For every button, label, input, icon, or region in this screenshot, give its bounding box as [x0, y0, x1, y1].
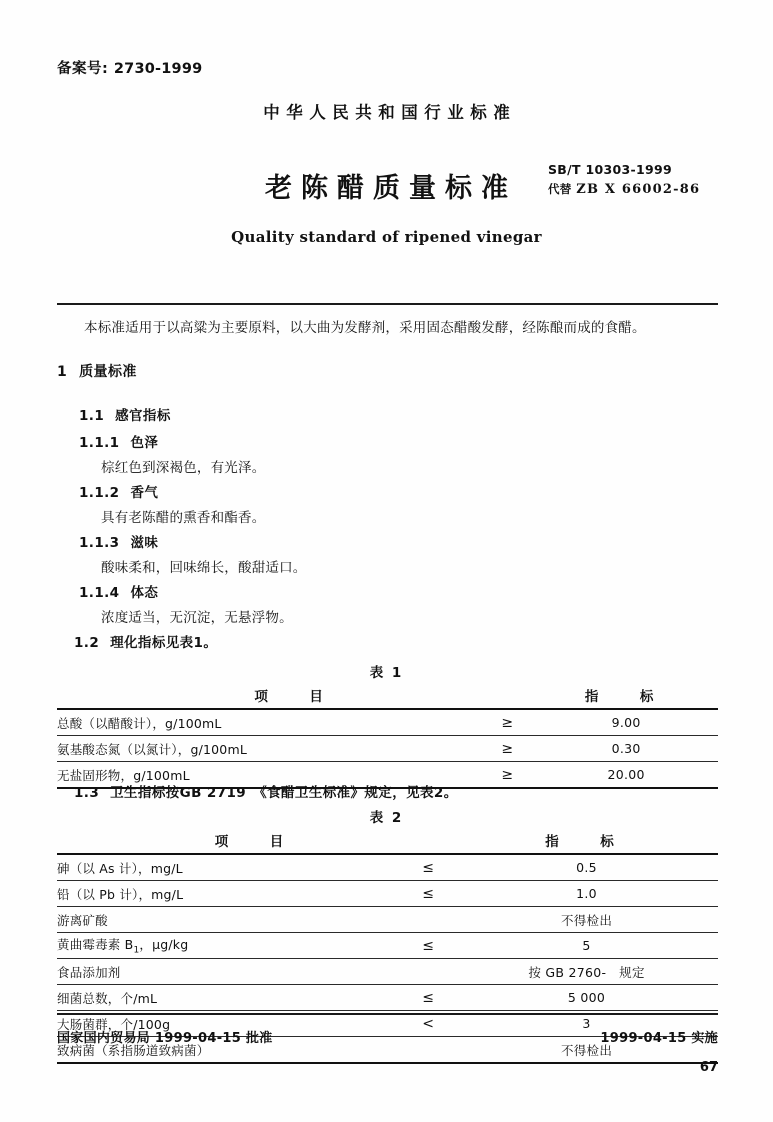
standard-code-block: [548, 160, 700, 201]
table-1-col-item: 项 目: [254, 689, 337, 705]
table-cell-value: 不得检出: [560, 912, 613, 928]
clause-1-1-4-title: 体态: [130, 585, 159, 601]
filing-number-label: 备案号:: [57, 61, 109, 77]
clause-1-1-2-title: 香气: [130, 485, 159, 501]
clause-1-1-1: [79, 431, 158, 451]
approval-statement: 国家国内贸易局 1999-04-15 批准: [57, 1031, 273, 1046]
table-2-header-row: [57, 827, 718, 854]
clause-1-1-1-number: 1.1.1: [79, 435, 120, 451]
standard-code: SB/T 10303-1999: [548, 162, 672, 177]
header-divider: [57, 303, 718, 305]
table-cell-operator: ≤: [422, 989, 434, 1006]
table-row: [57, 907, 718, 933]
table-row: [57, 736, 718, 762]
table-cell-value: 按 GB 2760- 规定: [528, 964, 645, 980]
table-cell-value: 5: [582, 938, 591, 953]
table-1-col-index: 指 标: [584, 689, 668, 705]
page-number: 67: [699, 1060, 718, 1075]
table-cell-value: 1.0: [576, 886, 597, 901]
clause-1-1-3-number: 1.1.3: [79, 535, 120, 551]
section-1-title: 质量标准: [79, 364, 137, 380]
table-2-col-item: 项 目: [214, 834, 298, 850]
clause-1-1: [79, 404, 171, 424]
clause-1-1-3: [79, 531, 158, 551]
clause-1-2-title: 理化指标见表1。: [110, 635, 218, 651]
table-1: [57, 682, 718, 789]
implementation-date: 1999-04-15 实施: [600, 1031, 718, 1046]
table-cell-value: 0.30: [611, 741, 641, 756]
replaces-label: 代替: [548, 182, 572, 197]
clause-1-1-1-title: 色泽: [130, 435, 159, 451]
table-2-head: [57, 827, 718, 854]
table-cell-item: 氨基酸态氮（以氮计），g/100mL: [57, 741, 247, 757]
page-title: 老陈醋质量标准: [265, 173, 517, 204]
scope-paragraph: 本标准适用于以高粱为主要原料，以大曲为发酵剂，采用固态醋酸发酵，经陈酿而成的食醋。: [84, 320, 646, 336]
table-cell-item: 大肠菌群，个/100g: [57, 1016, 171, 1032]
clause-1-1-3-body: 酸味柔和，回味绵长，酸甜适口。: [101, 560, 307, 576]
clause-1-3-title: 卫生指标按GB 2719 《食醋卫生标准》规定，见表2。: [110, 785, 458, 801]
table-cell-item: 无盐固形物，g/100mL: [57, 767, 190, 783]
filing-number: [57, 57, 202, 78]
clause-1-1-number: 1.1: [79, 408, 105, 424]
table-cell-operator: ≥: [501, 740, 514, 757]
section-1-heading: [57, 361, 137, 381]
clause-1-1-2: [79, 481, 158, 501]
table-cell-operator: ≥: [501, 766, 514, 783]
clause-1-3: [74, 781, 458, 801]
replaced-standard: [548, 179, 700, 200]
title-row: [0, 160, 773, 220]
table-row: [57, 854, 718, 881]
table-2-col-index: 指 标: [545, 834, 628, 850]
clause-1-1-title: 感官指标: [115, 408, 171, 424]
table-1-caption: 表 1: [369, 665, 404, 681]
table-2-caption: 表 2: [369, 810, 404, 826]
table-1-header-row: [57, 682, 718, 709]
replaces-code: ZB X 66002-86: [576, 182, 701, 198]
table-row: [57, 985, 718, 1011]
clause-1-2-number: 1.2: [74, 635, 100, 651]
table-cell-value: 3: [582, 1016, 591, 1031]
table-cell-operator: [401, 1037, 455, 1064]
clause-1-1-1-body: 棕红色到深褐色，有光泽。: [101, 460, 266, 476]
table-cell-operator: ≤: [422, 937, 434, 954]
table-cell-item: 游离矿酸: [57, 912, 108, 928]
table-cell-item: 砷（以 As 计），mg/L: [57, 860, 183, 876]
table-cell-value: 9.00: [611, 715, 641, 730]
national-standard-heading: 中华人民共和国行业标准: [263, 103, 517, 122]
section-1-number: 1: [57, 364, 68, 380]
table-cell-item: 致病菌（系指肠道致病菌）: [57, 1042, 210, 1058]
clause-1-1-2-number: 1.1.2: [79, 485, 120, 501]
clause-1-1-3-title: 滋味: [130, 535, 159, 551]
clause-1-2: [74, 631, 217, 651]
table-cell-operator: [401, 907, 455, 933]
table-cell-item: 铅（以 Pb 计），mg/L: [57, 886, 184, 902]
table-cell-item: 食品添加剂: [57, 964, 121, 980]
table-row: [57, 881, 718, 907]
table-cell-item: 细菌总数，个/mL: [57, 990, 158, 1006]
table-row: [57, 933, 718, 959]
table-cell-operator: <: [422, 1015, 434, 1032]
table-1-body: [57, 709, 718, 788]
footer-divider: [57, 1013, 718, 1015]
table-row: [57, 959, 718, 985]
table-cell-value: 不得检出: [560, 1042, 613, 1058]
table-cell-value: 20.00: [607, 767, 645, 782]
table-cell-operator: ≤: [422, 885, 434, 902]
clause-1-1-4: [79, 581, 158, 601]
filing-number-value: 2730-1999: [113, 61, 203, 77]
table-cell-item: 黄曲霉毒素 $B_1$，μg/kg: [57, 937, 189, 956]
table-row: [57, 709, 718, 736]
table-cell-value: 5 000: [567, 990, 606, 1005]
clause-1-1-4-body: 浓度适当，无沉淀，无悬浮物。: [101, 610, 293, 626]
clause-1-3-number: 1.3: [74, 785, 100, 801]
table-cell-operator: ≤: [422, 859, 434, 876]
clause-1-1-2-body: 具有老陈醋的熏香和酯香。: [101, 510, 266, 526]
table-cell-value: 0.5: [576, 860, 597, 875]
clause-1-1-4-number: 1.1.4: [79, 585, 120, 601]
table-cell-operator: [401, 959, 455, 985]
table-1-head: [57, 682, 718, 709]
table-cell-operator: ≥: [501, 714, 514, 731]
english-title: Quality standard of ripened vinegar: [231, 228, 542, 246]
table-cell-item: 总酸（以醋酸计），g/100mL: [57, 715, 222, 731]
